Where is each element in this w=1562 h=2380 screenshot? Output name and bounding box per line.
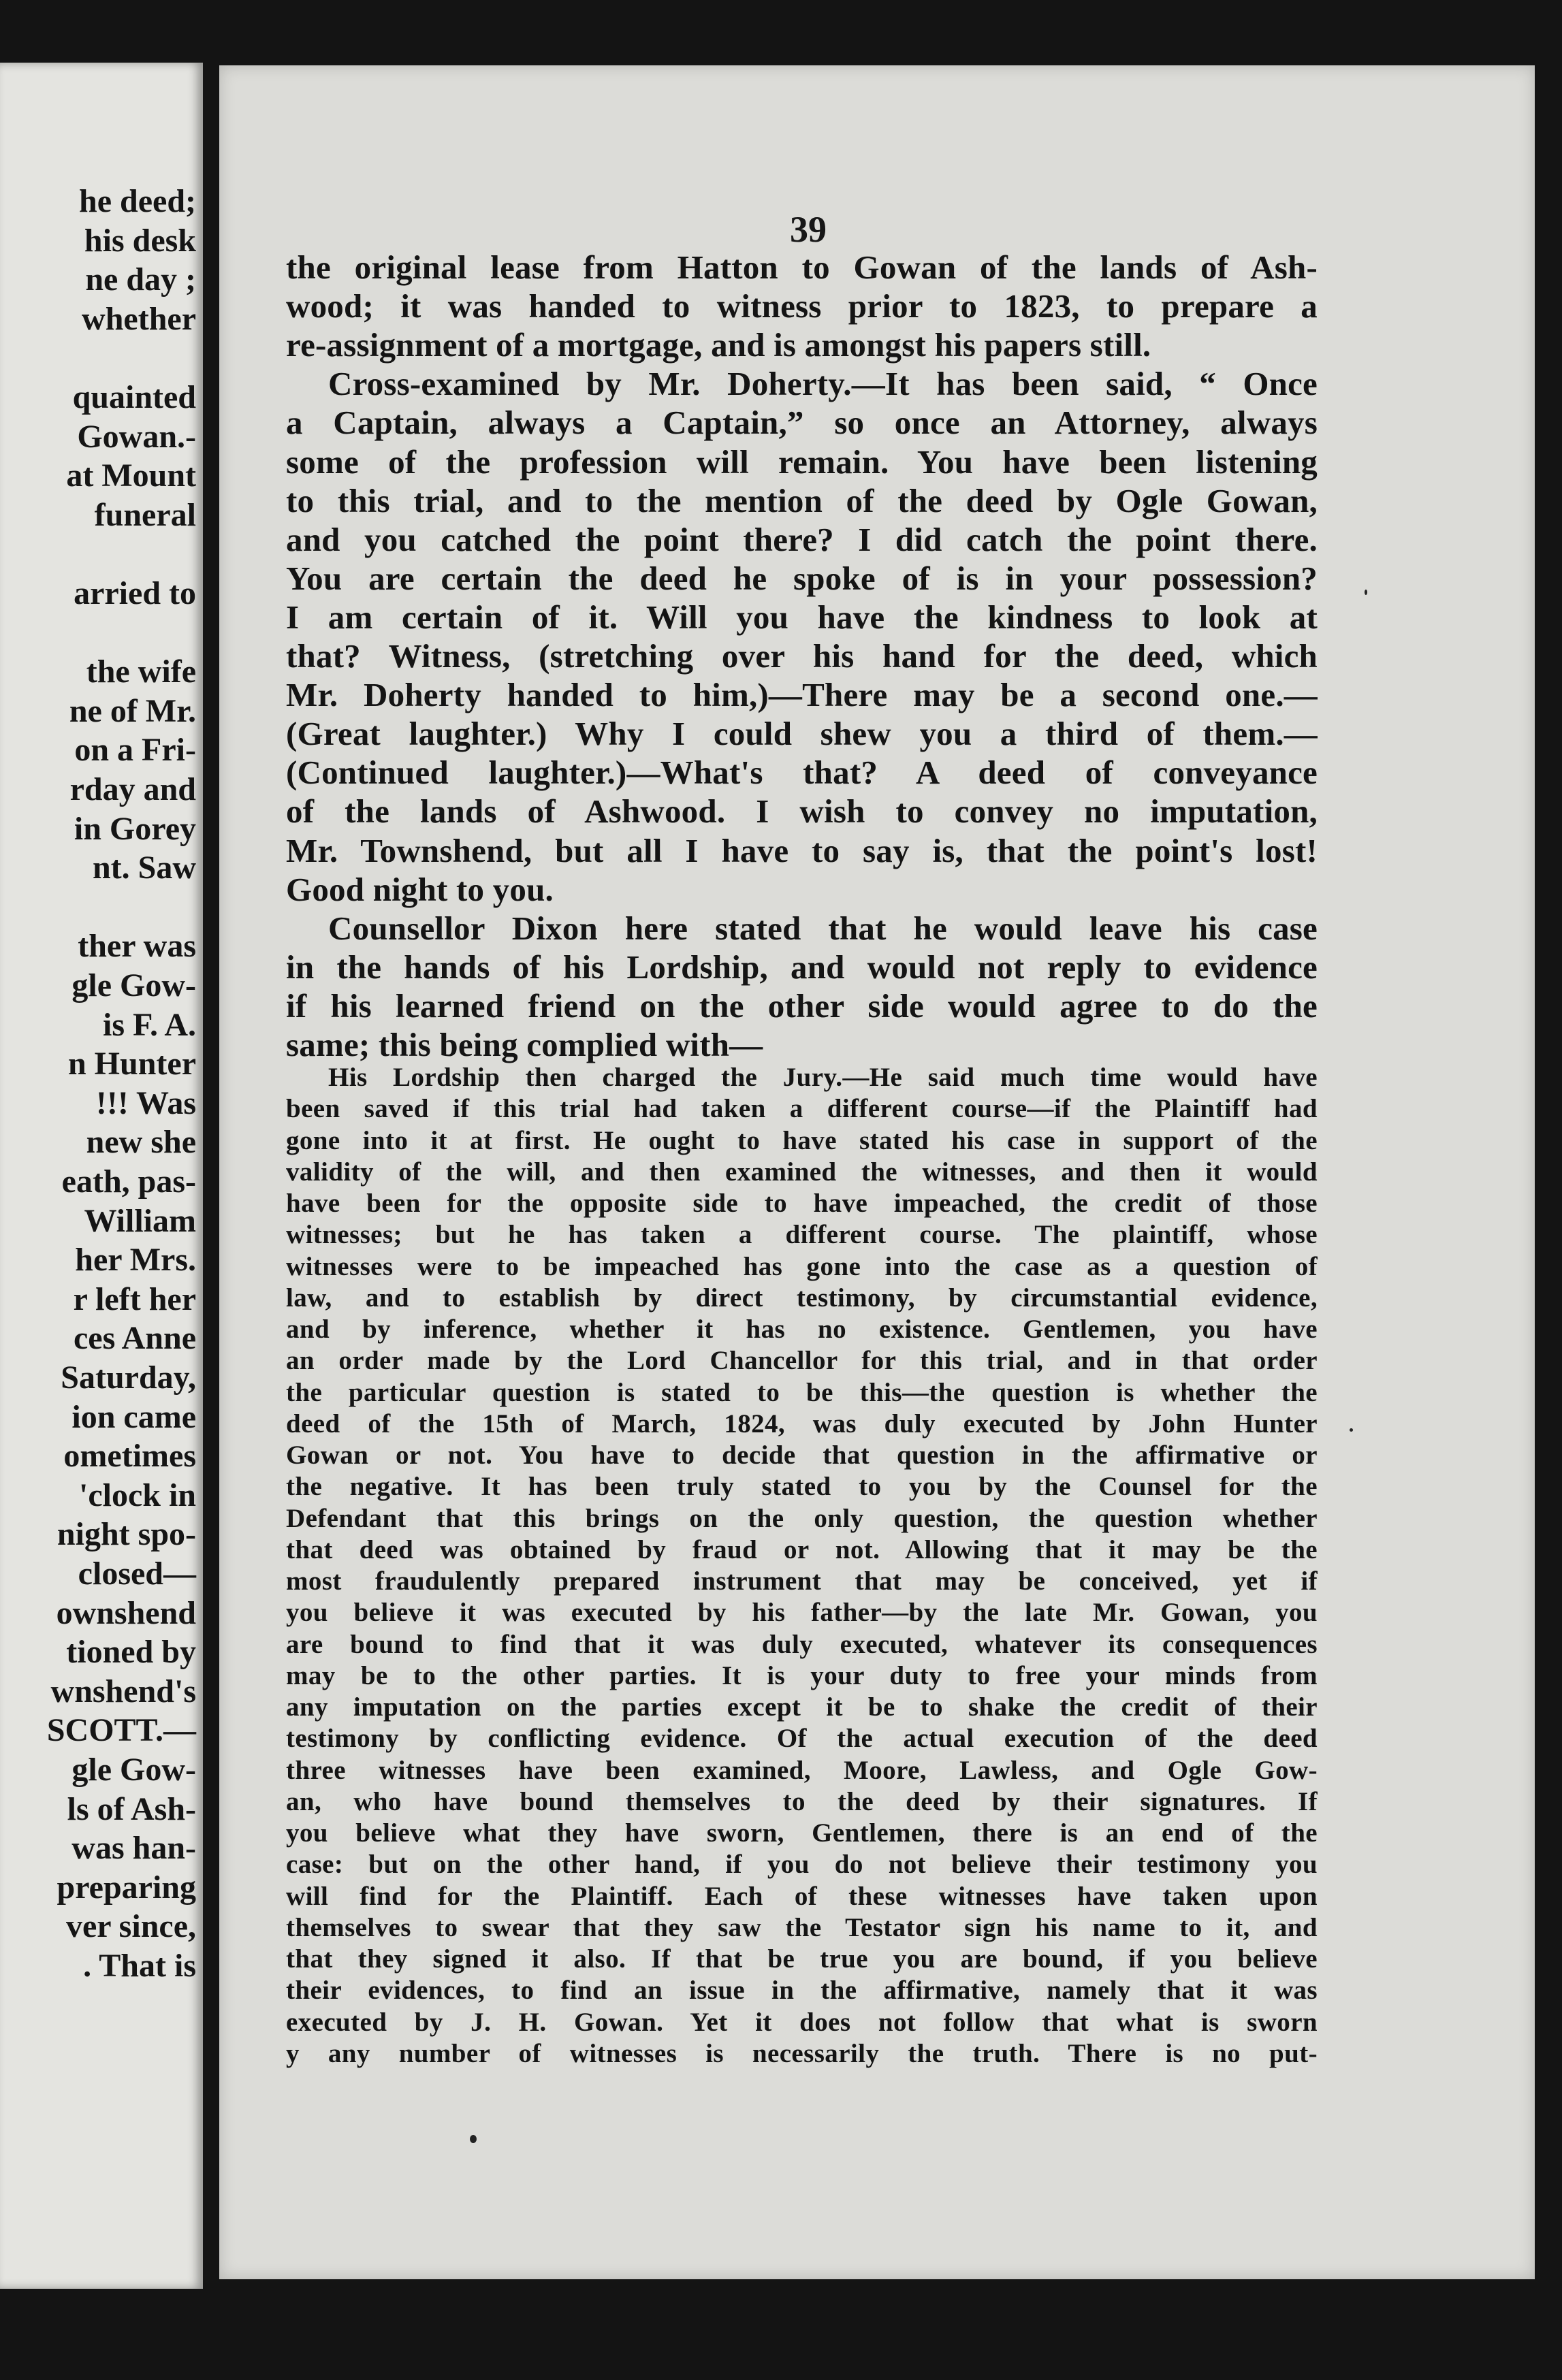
body-line: I am certain of it. Will you have the kindness to look at	[286, 598, 1318, 636]
prev-page-line: ownshend	[56, 1594, 196, 1631]
prev-page-line: Saturday,	[61, 1360, 196, 1396]
prev-page-line: new she	[86, 1124, 196, 1161]
charge-line: may be to the other parties. It is your duty to free your minds from	[286, 1660, 1318, 1690]
body-line: Good night to you.	[286, 870, 554, 908]
prev-page-line: his desk	[84, 222, 196, 259]
body-line: Mr. Townshend, but all I have to say is, that the point's lost!	[286, 831, 1318, 869]
body-line: of the lands of Ashwood. I wish to convey no imputation,	[286, 792, 1318, 831]
prev-page-line: . That is	[83, 1948, 196, 1984]
prev-page-line: ls of Ash-	[67, 1790, 196, 1827]
charge-line: you believe it was executed by his father—by the late Mr. Gowan, you	[286, 1598, 1318, 1628]
body-line: Mr. Doherty handed to him,)—There may be a second one.—	[286, 676, 1318, 714]
prev-page-line: 'clock in	[78, 1477, 196, 1513]
charge-line: testimony by conflicting evidence. Of the actual execution of the deed	[286, 1724, 1318, 1754]
charge-line: an, who have bound themselves to the deed by their signatures. If	[286, 1786, 1318, 1816]
prev-page-line: her Mrs.	[75, 1242, 196, 1279]
charge-line: an order made by the Lord Chancellor for this trial, and in that order	[286, 1346, 1318, 1376]
body-line: You are certain the deed he spoke of is in your possession?	[286, 559, 1318, 597]
charge-line: deed of the 15th of March, 1824, was duly executed by John Hunter	[286, 1409, 1318, 1438]
charge-line: executed by J. H. Gowan. Yet it does not follow that what is sworn	[286, 2007, 1318, 2037]
body-line: wood; it was handed to witness prior to 1823, to prepare a	[286, 287, 1318, 325]
body-line: to this trial, and to the mention of the deed by Ogle Gowan,	[286, 481, 1318, 519]
charge-line: gone into it at first. He ought to have stated his case in support of the	[286, 1125, 1318, 1155]
prev-page-line: Gowan.-	[77, 418, 196, 455]
body-line: (Great laughter.) Why I could shew you a third of them.—	[286, 715, 1318, 753]
charge-line: Gowan or not. You have to decide that question in the affirmative or	[286, 1441, 1318, 1470]
charge-line: any imputation on the parties except it be to shake the credit of their	[286, 1692, 1318, 1722]
prev-page-line: whether	[82, 300, 196, 337]
prev-page-line: funeral	[94, 496, 196, 533]
prev-page-line: n Hunter	[67, 1046, 196, 1082]
prev-page-line: !!! Was	[95, 1084, 196, 1121]
prev-page-line: ometimes	[63, 1438, 196, 1475]
charge-line: validity of the will, and then examined the witnesses, and then it would	[286, 1157, 1318, 1187]
prev-page-line: ne day ;	[85, 261, 196, 298]
prev-page-line: arried to	[74, 575, 196, 611]
ink-speck	[1350, 1428, 1353, 1432]
body-line: same; this being complied with—	[286, 1026, 763, 1063]
body-line: that? Witness, (stretching over his hand for the deed, which	[286, 637, 1318, 675]
charge-line: witnesses were to be impeached has gone into the case as a question of	[286, 1251, 1318, 1281]
prev-page-line: nt. Saw	[92, 850, 196, 886]
prev-page-line: he deed;	[79, 183, 196, 219]
prev-page-line: at Mount	[66, 457, 196, 494]
charge-line: that deed was obtained by fraud or not. Allowing that it may be the	[286, 1534, 1318, 1564]
prev-page-line: is F. A.	[103, 1006, 196, 1043]
prev-page-line: on a Fri-	[74, 732, 196, 769]
charge-line: that they signed it also. If that be true you are bound, if you believe	[286, 1944, 1318, 1974]
charge-line: Defendant that this brings on the only question, the question whether	[286, 1503, 1318, 1533]
prev-page-line: wnshend's	[50, 1673, 196, 1709]
charge-line: law, and to establish by direct testimony, by circumstantial evidence,	[286, 1283, 1318, 1313]
charge-line: His Lordship then charged the Jury.—He said much time would have	[328, 1063, 1318, 1092]
prev-page-line: William	[84, 1202, 196, 1239]
body-line: and you catched the point there? I did catch the point there.	[286, 520, 1318, 558]
body-line: in the hands of his Lordship, and would not reply to evidence	[286, 948, 1318, 986]
ink-speck	[470, 2135, 477, 2143]
body-line: the original lease from Hatton to Gowan of the lands of Ash-	[286, 248, 1318, 286]
charge-line: have been for the opposite side to have impeached, the credit of those	[286, 1189, 1318, 1218]
charge-line: been saved if this trial had taken a different course—if the Plaintiff had	[286, 1094, 1318, 1124]
prev-page-line: closed—	[78, 1556, 196, 1592]
prev-page-line: ne of Mr.	[69, 692, 196, 729]
prev-page-line: preparing	[57, 1869, 196, 1905]
prev-page-line: ver since,	[65, 1908, 196, 1945]
prev-page-line: ces Anne	[74, 1320, 196, 1357]
prev-page-line: in Gorey	[74, 810, 196, 847]
charge-line: witnesses; but he has taken a different course. The plaintiff, whose	[286, 1220, 1318, 1250]
body-line: (Continued laughter.)—What's that? A deed of conveyance	[286, 754, 1318, 792]
charge-line: their evidences, to find an issue in the affirmative, namely that it was	[286, 1976, 1318, 2006]
ink-speck	[1365, 590, 1367, 595]
prev-page-line: quainted	[72, 379, 196, 415]
prev-page-line: night spo-	[57, 1516, 196, 1553]
prev-page-line: SCOTT.—	[46, 1712, 196, 1749]
charge-line: y any number of witnesses is necessarily the truth. There is no put-	[286, 2038, 1318, 2068]
prev-page-line: r left her	[73, 1281, 196, 1317]
prev-page-line: the wife	[86, 654, 196, 690]
charge-line: the negative. It has been truly stated to you by the Counsel for the	[286, 1472, 1318, 1502]
prev-page-line: was han-	[71, 1830, 196, 1867]
prev-page-line: rday and	[69, 771, 196, 807]
prev-page-line: ion came	[71, 1398, 196, 1435]
charge-line: most fraudulently prepared instrument that may be conceived, yet if	[286, 1566, 1318, 1596]
charge-line: case: but on the other hand, if you do not believe their testimony you	[286, 1850, 1318, 1880]
charge-line: you believe what they have sworn, Gentlemen, there is an end of the	[286, 1818, 1318, 1848]
page-number: 39	[790, 209, 827, 250]
prev-page-line: gle Gow-	[71, 1752, 196, 1788]
charge-line: three witnesses have been examined, Moore, Lawless, and Ogle Gow-	[286, 1755, 1318, 1785]
body-line: a Captain, always a Captain,” so once an Attorney, always	[286, 404, 1318, 442]
charge-line: are bound to find that it was duly executed, whatever its consequences	[286, 1629, 1318, 1659]
prev-page-line: tioned by	[66, 1634, 196, 1671]
body-line: re-assignment of a mortgage, and is amongst his papers still.	[286, 326, 1151, 364]
prev-page-line: gle Gow-	[71, 967, 196, 1003]
previous-page-fragment	[0, 63, 203, 2289]
charge-line: the particular question is stated to be this—the question is whether the	[286, 1377, 1318, 1407]
body-line: if his learned friend on the other side would agree to do the	[286, 986, 1318, 1025]
body-line: Counsellor Dixon here stated that he would leave his case	[328, 909, 1318, 947]
charge-line: and by inference, whether it has no existence. Gentlemen, you have	[286, 1315, 1318, 1344]
prev-page-line: ther was	[78, 928, 196, 965]
charge-line: will find for the Plaintiff. Each of these witnesses have taken upon	[286, 1881, 1318, 1911]
body-line: Cross-examined by Mr. Doherty.—It has been said, “ Once	[328, 365, 1318, 403]
charge-line: themselves to swear that they saw the Testator sign his name to it, and	[286, 1912, 1318, 1942]
prev-page-line: eath, pas-	[61, 1163, 196, 1200]
body-line: some of the profession will remain. You have been listening	[286, 443, 1318, 481]
